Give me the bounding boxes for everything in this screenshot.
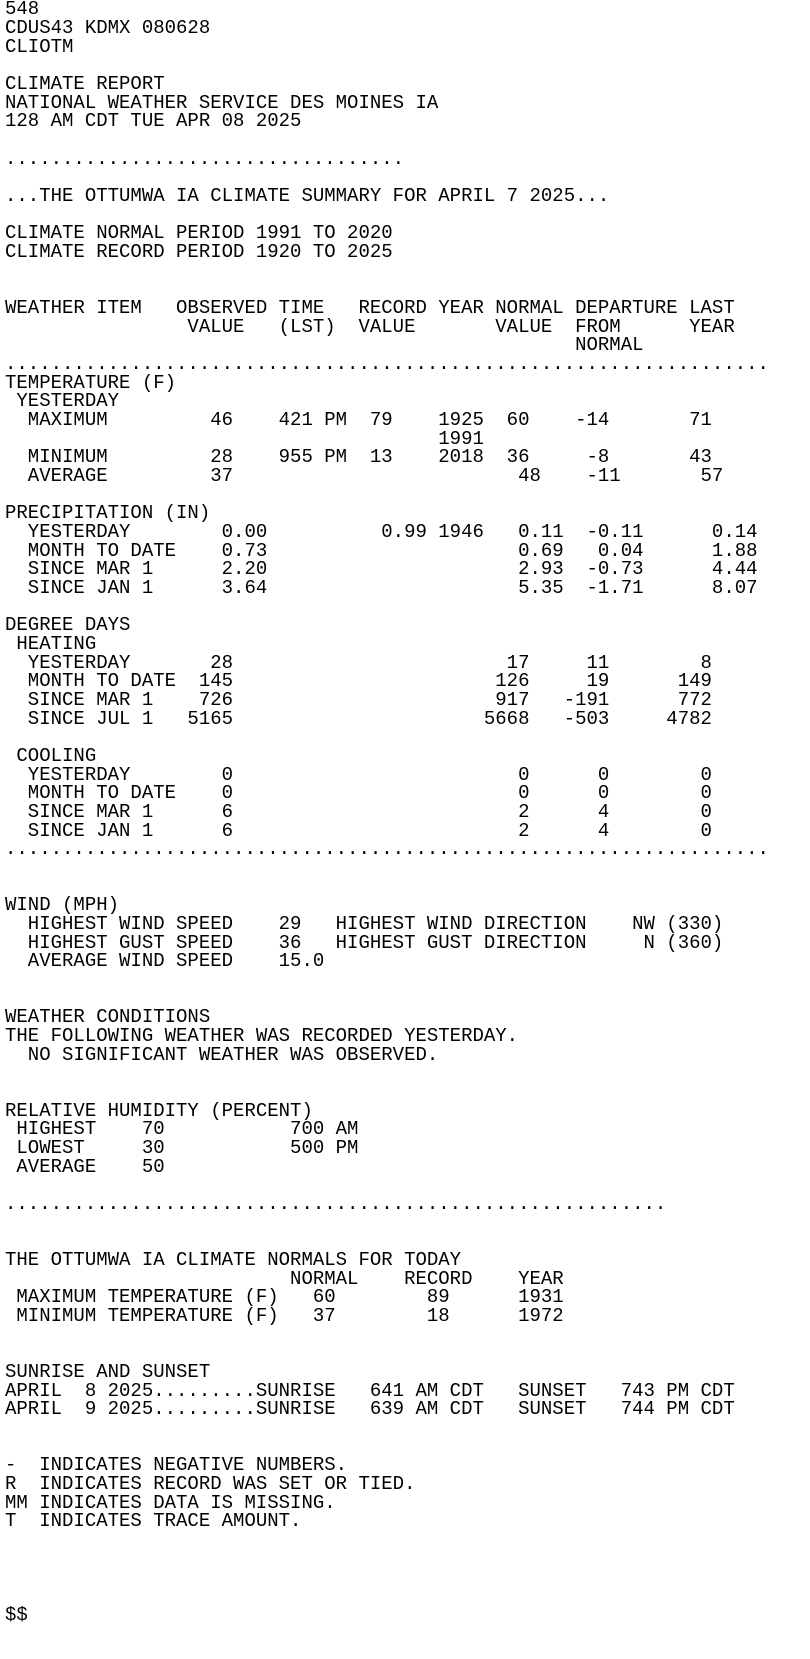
report-line [5,1214,810,1232]
report-line: MONTH TO DATE 0 0 0 0 [5,782,712,804]
report-line: ................................................................... [5,353,769,375]
report-line: NO SIGNIFICANT WEATHER WAS OBSERVED. [5,1044,439,1066]
report-line: DEGREE DAYS [5,614,131,636]
report-line: R INDICATES RECORD WAS SET OR TIED. [5,1473,416,1495]
report-line: ................................................................... [5,838,769,860]
report-line: 128 AM CDT TUE APR 08 2025 [5,110,302,132]
report-line: .......................................................... [5,1193,667,1215]
report-line: LOWEST 30 500 PM [5,1137,359,1159]
report-line: T INDICATES TRACE AMOUNT. [5,1510,302,1532]
report-line: VALUE (LST) VALUE VALUE FROM YEAR [5,316,735,338]
report-line: RELATIVE HUMIDITY (PERCENT) [5,1100,313,1122]
report-line [5,1568,810,1587]
report-line [5,262,810,280]
report-line: AVERAGE 50 [5,1156,165,1178]
report-line: MONTH TO DATE 0.73 0.69 0.04 1.88 [5,540,758,562]
report-line: ................................... [5,148,405,170]
report-line [5,1587,810,1606]
report-line: PRECIPITATION (IN) [5,502,211,524]
report-line: MONTH TO DATE 145 126 19 149 [5,670,712,692]
report-line: CLIMATE NORMAL PERIOD 1991 TO 2020 [5,222,393,244]
report-line: CLIOTM [5,36,74,58]
report-line: MM INDICATES DATA IS MISSING. [5,1492,336,1514]
report-line: HIGHEST 70 700 AM [5,1118,359,1140]
report-line [5,728,810,747]
report-line: NORMAL [5,334,644,356]
report-line: SINCE MAR 1 2.20 2.93 -0.73 4.44 [5,558,758,580]
report-line: THE FOLLOWING WEATHER WAS RECORDED YESTERDAY. [5,1025,519,1047]
report-line [5,1064,810,1083]
report-line: - INDICATES NEGATIVE NUMBERS. [5,1454,348,1476]
report-line [5,859,810,878]
report-line: CLIMATE RECORD PERIOD 1920 TO 2025 [5,241,393,263]
report-line: SINCE JAN 1 6 2 4 0 [5,820,712,842]
report-line: YESTERDAY 0.00 0.99 1946 0.11 -0.11 0.14 [5,521,758,543]
report-line [5,1531,810,1550]
report-line: $$ [5,1604,28,1626]
report-line [5,878,810,896]
report-line: COOLING [5,745,97,767]
report-line: ...THE OTTUMWA IA CLIMATE SUMMARY FOR APRIL 7 2025... [5,185,610,207]
report-line: WEATHER ITEM OBSERVED TIME RECORD YEAR NORMAL DEPARTURE LAST [5,297,735,319]
report-line: CDUS43 KDMX 080628 [5,17,211,39]
report-line: NATIONAL WEATHER SERVICE DES MOINES IA [5,92,439,114]
report-line [5,971,810,990]
report-line: APRIL 8 2025.........SUNRISE 641 AM CDT SUNSET 743 PM CDT [5,1380,735,1402]
report-line: HIGHEST GUST SPEED 36 HIGHEST GUST DIRECTION N (360) [5,932,724,954]
report-line: YESTERDAY 28 17 11 8 [5,652,712,674]
report-line: THE OTTUMWA IA CLIMATE NORMALS FOR TODAY [5,1249,462,1271]
report-line: AVERAGE WIND SPEED 15.0 [5,950,325,972]
report-line: SINCE JAN 1 3.64 5.35 -1.71 8.07 [5,577,758,599]
report-line: MINIMUM 28 955 PM 13 2018 36 -8 43 [5,446,712,468]
report-line: WIND (MPH) [5,894,120,916]
report-line: SINCE MAR 1 6 2 4 0 [5,801,712,823]
report-line: AVERAGE 37 48 -11 57 [5,465,724,487]
report-line: APRIL 9 2025.........SUNRISE 639 AM CDT SUNSET 744 PM CDT [5,1398,735,1420]
report-line [5,1550,810,1568]
report-line: 548 [5,0,40,20]
report-line: HIGHEST WIND SPEED 29 HIGHEST WIND DIRECTION NW (330) [5,913,724,935]
report-line: SINCE MAR 1 726 917 -191 772 [5,689,712,711]
report-line: 1991 [5,428,484,450]
report-line [5,1419,810,1438]
report-line [5,1326,810,1344]
report-line: YESTERDAY 0 0 0 0 [5,764,712,786]
report-line: HEATING [5,633,97,655]
report-line: MINIMUM TEMPERATURE (F) 37 18 1972 [5,1305,564,1327]
report-line: YESTERDAY [5,390,120,412]
report-line: TEMPERATURE (F) [5,372,177,394]
report-line: MAXIMUM TEMPERATURE (F) 60 89 1931 [5,1286,564,1308]
report-line: NORMAL RECORD YEAR [5,1268,564,1290]
report-line: WEATHER CONDITIONS [5,1006,211,1028]
report-line: SINCE JUL 1 5165 5668 -503 4782 [5,708,712,730]
report-line: SUNRISE AND SUNSET [5,1361,211,1383]
report-line: MAXIMUM 46 421 PM 79 1925 60 -14 71 [5,409,712,431]
report-line: CLIMATE REPORT [5,73,165,95]
